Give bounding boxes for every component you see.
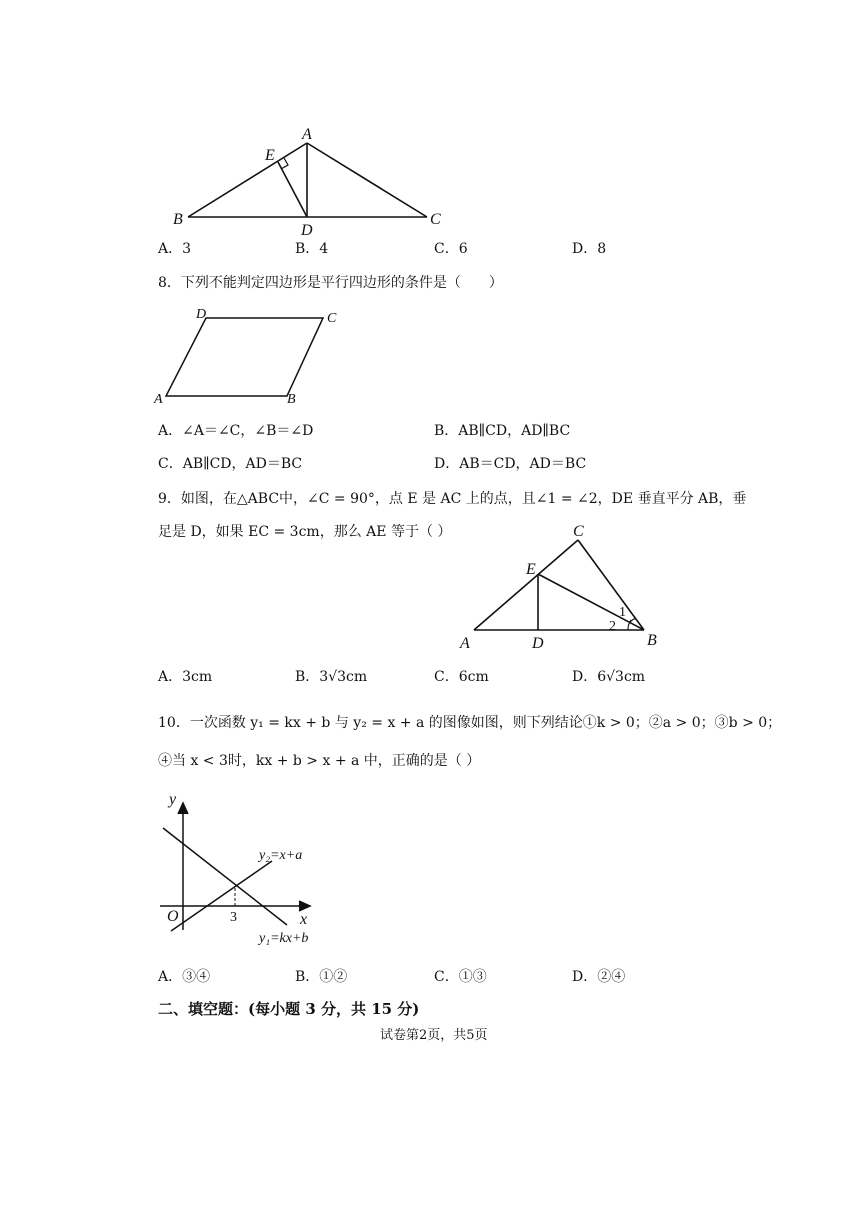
q7-label-E: E [265, 147, 275, 164]
q9-option-d[interactable]: D．6√3cm [572, 669, 646, 685]
q9-label-B: B [647, 632, 657, 649]
q7-option-b[interactable]: B．4 [295, 241, 329, 257]
q10-line-y1-label: y₁=kx+b [259, 931, 309, 946]
q7-option-a[interactable]: A．3 [158, 241, 192, 257]
q10-line-y2-label: y₂=x+a [259, 848, 303, 863]
q9-stem-line2: 足是 D，如果 EC = 3cm，那么 AE 等于（ ） [158, 524, 452, 540]
q7-label-C: C [430, 211, 441, 228]
q10-option-d[interactable]: D．②④ [572, 969, 626, 985]
q8-label-D: D [196, 307, 207, 322]
q10-stem-line2: ④当 x < 3时，kx + b > x + a 中，正确的是（ ） [158, 753, 481, 769]
q8-option-c[interactable]: C．AB∥CD，AD＝BC [158, 456, 303, 472]
q8-label-B: B [287, 392, 296, 407]
q9-label-2: 2 [609, 619, 616, 634]
q9-option-b[interactable]: B．3√3cm [295, 669, 368, 685]
q8-label-C: C [327, 311, 337, 326]
q7-label-A: A [302, 126, 312, 143]
q7-label-B: B [173, 211, 183, 228]
q10-tick-3: 3 [230, 910, 237, 925]
q9-label-E: E [526, 561, 536, 578]
page-footer: 试卷第2页，共5页 [380, 1028, 488, 1043]
q9-option-a[interactable]: A．3cm [158, 669, 213, 685]
q8-stem: 8．下列不能判定四边形是平行四边形的条件是（ ） [158, 275, 503, 291]
q10-axis-x-label: x [300, 911, 308, 928]
q8-option-b[interactable]: B．AB∥CD，AD∥BC [434, 423, 571, 439]
q7-option-d[interactable]: D．8 [572, 241, 607, 257]
q10-stem-line1: 10．一次函数 y₁ = kx + b 与 y₂ = x + a 的图像如图，则下列结论①k > 0；②a > 0；③b > 0； [158, 715, 782, 731]
section-2-heading: 二、填空题：(每小题 3 分，共 15 分) [158, 1000, 420, 1018]
q8-option-d[interactable]: D．AB＝CD，AD＝BC [434, 456, 587, 472]
q9-label-D: D [532, 635, 544, 652]
q10-axis-y-label: y [169, 791, 177, 808]
q9-label-C: C [573, 523, 584, 540]
q10-option-b[interactable]: B．①② [295, 969, 348, 985]
q9-label-1: 1 [619, 605, 626, 620]
q8-option-a[interactable]: A．∠A＝∠C，∠B＝∠D [158, 423, 314, 439]
q10-origin-label: O [167, 908, 179, 925]
q9-option-c[interactable]: C．6cm [434, 669, 489, 685]
q9-stem-line1: 9．如图，在△ABC中，∠C = 90°，点 E 是 AC 上的点，且∠1 = ∠2，DE 垂直平分 AB，垂 [158, 491, 747, 507]
q7-label-D: D [301, 222, 313, 239]
q10-option-c[interactable]: C．①③ [434, 969, 487, 985]
q7-option-c[interactable]: C．6 [434, 241, 468, 257]
q8-label-A: A [154, 392, 163, 407]
q10-option-a[interactable]: A．③④ [158, 969, 211, 985]
q9-label-A: A [460, 635, 470, 652]
